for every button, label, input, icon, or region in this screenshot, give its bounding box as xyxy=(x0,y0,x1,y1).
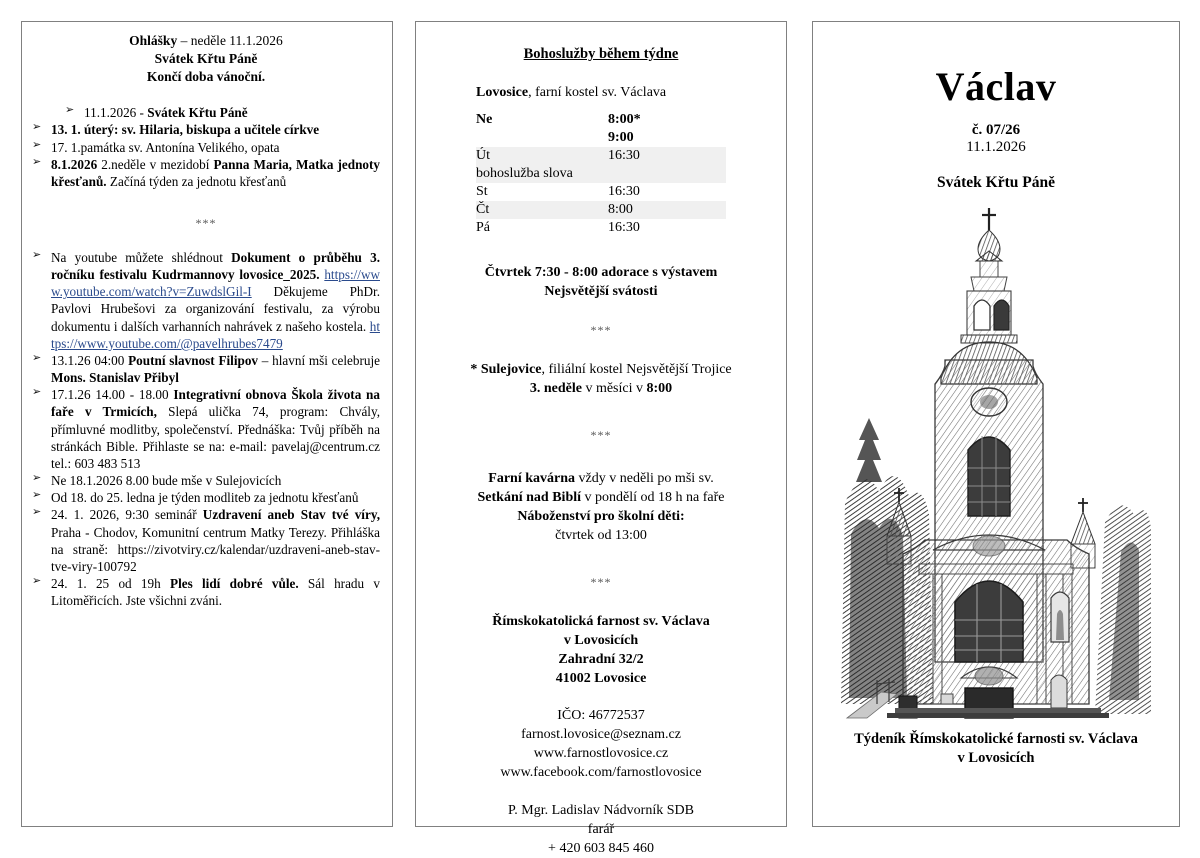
parish-church-line xyxy=(434,85,768,101)
church-sketch-image xyxy=(837,202,1155,722)
priest-role: farář xyxy=(587,821,615,837)
announcement-item xyxy=(32,575,380,609)
sulejovice-name: Sulejovice xyxy=(480,362,542,378)
body-text: Děkujeme PhDr. Pavlovi Hrubešovi za organizování festivalu, za výrobu dokumentu i dalších varhanních nahrávek z našeho kostela. xyxy=(51,284,380,334)
mass-time-cell xyxy=(608,165,726,183)
divider-stars-middle-2: *** xyxy=(590,428,612,443)
sulejovice-mid: v měsíci v xyxy=(581,381,647,397)
body-text: 17.1.26 14.00 - 18.00 xyxy=(51,387,174,403)
mass-time-cell: 8:00* xyxy=(608,112,641,127)
emphasis-text: Dokument o průběhu 3. ročníku festivalu Kudrmannovy lovosice_2025. xyxy=(51,250,380,283)
mass-schedule-row xyxy=(476,183,726,201)
issue-date: 11.1.2026 xyxy=(966,139,1026,155)
sulejovice-desc: , filiální kostel Nejsvětější Trojice xyxy=(541,362,732,378)
mass-schedule-row xyxy=(476,165,726,183)
activity-name: Náboženství pro školní děti: xyxy=(517,509,685,525)
page-title: Václav xyxy=(935,64,1057,109)
emphasis-text: Panna Maria, Matka jednoty křesťanů. xyxy=(51,156,380,189)
parish-name-line-2: v Lovosicích xyxy=(563,633,639,649)
body-text: 2.neděle v mezidobí xyxy=(97,156,214,172)
body-text: 13.1.26 04:00 xyxy=(51,352,129,368)
parish-activity-line xyxy=(434,507,768,526)
mass-day-cell: Ne xyxy=(476,112,493,127)
body-text: 11.1.2026 - xyxy=(84,105,148,121)
activity-detail: čtvrtek od 13:00 xyxy=(555,528,647,544)
mass-time-cell: 9:00 xyxy=(608,130,634,145)
mass-schedule-table xyxy=(476,111,726,237)
announcements-title-bold: Ohlášky xyxy=(129,33,178,48)
divider-stars-middle-1: *** xyxy=(590,323,612,338)
mass-day-cell: Čt xyxy=(476,201,608,219)
mass-schedule-row xyxy=(476,111,726,129)
issue-number: č. 07/26 xyxy=(971,122,1021,138)
mass-time-cell: 16:30 xyxy=(608,184,640,199)
sulejovice-star: * xyxy=(470,362,481,378)
parish-church-name: Lovosice xyxy=(476,85,529,100)
parish-website[interactable]: www.farnostlovosice.cz xyxy=(533,746,669,762)
announcements-subtitle-feast: Svátek Křtu Páně xyxy=(154,51,258,67)
emphasis-text: Integrativní obnova Škola života na faře v Trmicích, xyxy=(51,387,380,420)
announcement-item xyxy=(32,104,380,121)
body-text: Ne 18.1.2026 8.00 bude mše v Sulejovicích xyxy=(51,473,282,489)
panel-announcements xyxy=(21,21,393,827)
body-text: Od 18. do 25. ledna je týden modliteb za jednotu křesťanů xyxy=(51,490,359,506)
parish-activities xyxy=(434,469,768,545)
mass-day-cell: St xyxy=(476,184,488,199)
announcement-item xyxy=(32,472,380,489)
cover-caption-line-1: Týdeník Římskokatolické farnosti sv. Václava xyxy=(854,731,1138,747)
body-text: Na youtube můžete shlédnout xyxy=(51,250,232,266)
body-text: Praha - Chodov, Komunitní centrum Matky Terezy. Přihláška na straně: https://zivotviry.cz/kalendar/uzdraveni-aneb-stav-tve-viry-100792 xyxy=(51,524,380,574)
announcements-subtitle-season: Končí doba vánoční. xyxy=(146,69,266,85)
announcement-item xyxy=(32,139,380,156)
announcements-title xyxy=(32,32,380,50)
activity-name: Farní kavárna xyxy=(488,471,576,487)
priest-phone: + 420 603 845 460 xyxy=(548,840,654,856)
mass-time-cell: 16:30 xyxy=(608,147,726,165)
announcement-list-secondary xyxy=(32,249,380,609)
announcement-item xyxy=(32,121,380,138)
mass-time-cell: 8:00 xyxy=(608,201,726,219)
parish-address-street: Zahradní 32/2 xyxy=(558,652,644,668)
emphasis-text: Poutní slavnost Filipov xyxy=(128,352,259,368)
mass-time-cell: 16:30 xyxy=(608,220,640,235)
sulejovice-line-2 xyxy=(434,379,768,398)
church-sketch-svg xyxy=(837,202,1155,722)
body-text: – hlavní mši celebruje xyxy=(258,352,380,368)
sulejovice-time: 8:00 xyxy=(646,381,673,397)
mass-schedule-row xyxy=(476,129,726,147)
announcement-list-primary xyxy=(32,104,380,190)
divider-stars-middle-3: *** xyxy=(590,575,612,590)
mass-schedule-row xyxy=(476,201,726,219)
external-link[interactable]: https://www.youtube.com/watch?v=ZuwdslGil-I xyxy=(51,267,380,300)
body-text: Slepá ulička 74, program: Chvály, přímluvné modlitby, společenství. Přednáška: Tvůj příběh na stránkách Bible. Přihlaste se na: e-mail: pavelaj@centrum.cz tel.: 603 483 513 xyxy=(51,404,380,471)
body-text: 17. 1.památka sv. Antonína Velikého, opata xyxy=(51,139,280,155)
parish-email[interactable]: farnost.lovosice@seznam.cz xyxy=(521,727,681,743)
body-text: 24. 1. 25 od 19h xyxy=(51,575,171,591)
adoration-line-2: Nejsvětější svátosti xyxy=(544,284,658,300)
parish-church-desc: , farní kostel sv. Václava xyxy=(528,85,667,100)
body-text: Začíná týden za jednotu křesťanů xyxy=(106,173,287,189)
adoration-line-1: Čtvrtek 7:30 - 8:00 adorace s výstavem xyxy=(484,265,718,280)
parish-name-line-1: Římskokatolická farnost sv. Václava xyxy=(492,614,710,630)
emphasis-text: Ples lidí dobré vůle. xyxy=(170,575,299,591)
emphasis-text: Uzdravení aneb Stav tvé víry, xyxy=(202,507,380,523)
parish-activity-line xyxy=(434,526,768,545)
announcement-item xyxy=(32,489,380,506)
services-title: Bohoslužby během týdne xyxy=(523,46,679,62)
panel-services xyxy=(415,21,787,856)
mass-day-cell: Út xyxy=(476,147,608,165)
priest-name: P. Mgr. Ladislav Nádvorník SDB xyxy=(508,802,694,818)
sulejovice-week: 3. neděle xyxy=(529,381,582,397)
divider-stars-left: *** xyxy=(195,216,217,231)
cover-caption-line-2: v Lovosicích xyxy=(957,749,1035,766)
announcement-item xyxy=(32,249,380,352)
cover-feast: Svátek Křtu Páně xyxy=(937,174,1055,191)
emphasis-text: Svátek Křtu Páně xyxy=(147,105,248,121)
emphasis-text: 8.1.2026 xyxy=(51,156,98,172)
emphasis-text: 13. 1. úterý: sv. Hilaria, biskupa a učitele církve xyxy=(51,122,320,138)
activity-detail: vždy v neděli po mši sv. xyxy=(575,471,714,487)
body-text: Sál hradu v Litoměřicích. Jste všichni zváni. xyxy=(51,575,380,609)
activity-detail: v pondělí od 18 h na faře xyxy=(581,490,725,506)
mass-day-cell xyxy=(476,129,608,147)
parish-activity-line xyxy=(434,469,768,488)
announcement-item xyxy=(32,352,380,386)
parish-activity-line xyxy=(434,488,768,507)
parish-address-city: 41002 Lovosice xyxy=(555,671,647,687)
announcement-item xyxy=(32,386,380,472)
sulejovice-line-1 xyxy=(434,360,768,379)
mass-day-cell: bohoslužba slova xyxy=(476,165,608,183)
announcement-item xyxy=(32,506,380,575)
activity-name: Setkání nad Biblí xyxy=(477,490,582,506)
announcements-title-date: – neděle 11.1.2026 xyxy=(177,33,283,48)
mass-day-cell: Pá xyxy=(476,220,490,235)
emphasis-text: Mons. Stanislav Přibyl xyxy=(51,370,179,386)
body-text: 24. 1. 2026, 9:30 seminář xyxy=(51,507,203,523)
parish-facebook[interactable]: www.facebook.com/farnostlovosice xyxy=(500,765,702,781)
mass-schedule-row xyxy=(476,147,726,165)
mass-schedule-row xyxy=(476,219,726,237)
external-link[interactable]: https://www.youtube.com/@pavelhrubes7479 xyxy=(51,318,380,351)
parish-ico: IČO: 46772537 xyxy=(557,708,645,724)
panel-cover xyxy=(812,21,1180,827)
announcement-item xyxy=(32,156,380,190)
